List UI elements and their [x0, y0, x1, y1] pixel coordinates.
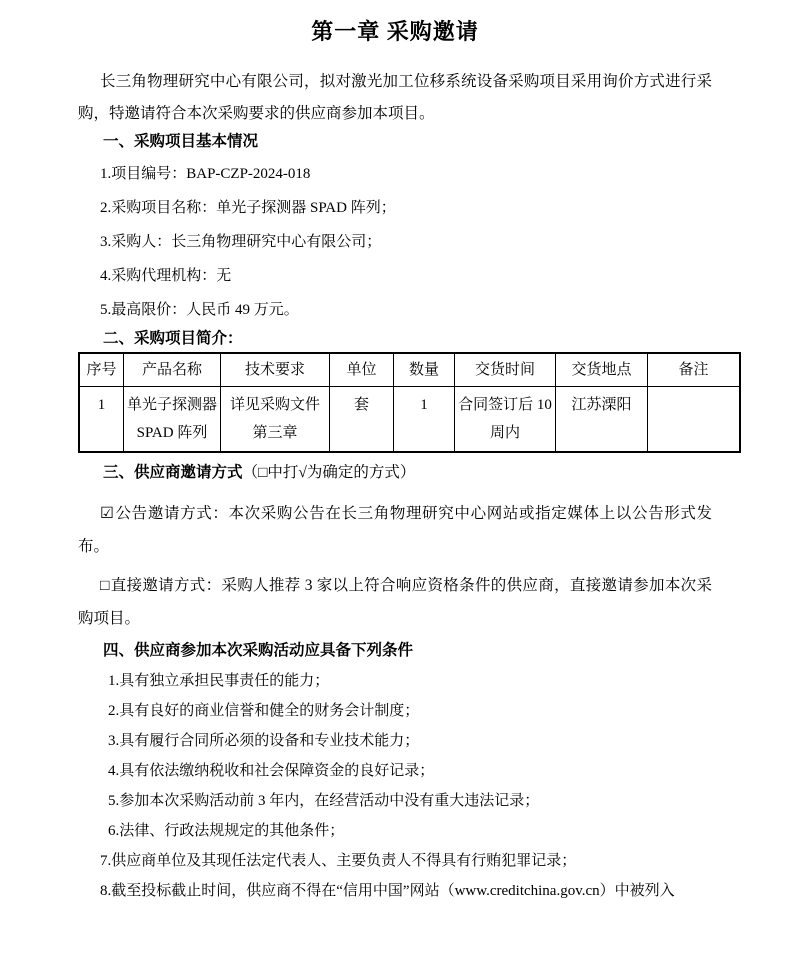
announcement-invitation-paragraph: [78, 497, 712, 563]
section4-heading: 四、供应商参加本次采购活动应具备下列条件: [103, 642, 414, 659]
table-header-cell: 数量: [394, 353, 455, 387]
direct-invitation-text: 直接邀请方式：采购人推荐 3 家以上符合响应资格条件的供应商，直接邀请参加本次采购项目。: [78, 577, 712, 627]
section1-heading: 一、采购项目基本情况: [103, 133, 259, 150]
list-item: 3.具有履行合同所必须的设备和专业技术能力；: [108, 733, 420, 749]
section2-heading: 二、采购项目简介：: [103, 330, 243, 347]
list-item: 5.最高限价：人民币 49 万元。: [100, 302, 299, 318]
table-cell: 单光子探测器 SPAD 阵列: [124, 387, 221, 453]
table-cell: 详见采购文件第三章: [221, 387, 330, 453]
table-cell: [648, 387, 741, 453]
list-item: 8.截至投标截止时间，供应商不得在“信用中国”网站（www.creditchina.gov.cn）中被列入: [100, 883, 675, 899]
section3-heading-text: 三、供应商邀请方式: [103, 464, 243, 481]
table-header-cell: 备注: [648, 353, 741, 387]
list-item: 2.采购项目名称：单光子探测器 SPAD 阵列；: [100, 200, 396, 216]
procurement-summary-table: [78, 352, 741, 453]
table-header-cell: 单位: [330, 353, 394, 387]
table-cell: 1: [394, 387, 455, 453]
list-item: 4.采购代理机构：无: [100, 268, 232, 284]
section3-heading-note: （□中打√为确定的方式）: [242, 464, 416, 481]
table-cell: 江苏溧阳: [556, 387, 648, 453]
table-row: [79, 387, 740, 453]
table-header-cell: 技术要求: [221, 353, 330, 387]
announcement-invitation-text: 公告邀请方式：本次采购公告在长三角物理研究中心网站或指定媒体上以公告形式发布。: [78, 505, 712, 555]
list-item: 2.具有良好的商业信誉和健全的财务会计制度；: [108, 703, 420, 719]
section4-item-list: [78, 666, 712, 906]
table-cell: 套: [330, 387, 394, 453]
list-item: 5.参加本次采购活动前 3 年内，在经营活动中没有重大违法记录；: [108, 793, 540, 809]
checkbox-unchecked-icon: □: [100, 577, 110, 594]
direct-invitation-paragraph: [78, 569, 712, 635]
section1-item-list: [78, 157, 712, 327]
table-cell: 合同签订后 10 周内: [455, 387, 556, 453]
table-header-cell: 交货时间: [455, 353, 556, 387]
list-item: 7.供应商单位及其现任法定代表人、主要负责人不得具有行贿犯罪记录；: [100, 853, 577, 869]
intro-paragraph: 长三角物理研究中心有限公司，拟对激光加工位移系统设备采购项目采用询价方式进行采购，特邀请符合本次采购要求的供应商参加本项目。: [78, 73, 712, 122]
list-item: 4.具有依法缴纳税收和社会保障资金的良好记录；: [108, 763, 435, 779]
checkbox-checked-icon: ☑: [100, 505, 114, 522]
table-header-cell: 序号: [79, 353, 124, 387]
table-cell: 1: [79, 387, 124, 453]
chapter-title: 第一章 采购邀请: [311, 19, 479, 44]
list-item: 1.项目编号：BAP-CZP-2024-018: [100, 166, 311, 182]
section3-heading: [78, 463, 712, 483]
list-item: 3.采购人：长三角物理研究中心有限公司；: [100, 234, 382, 250]
list-item: 1.具有独立承担民事责任的能力；: [108, 673, 330, 689]
table-header-cell: 交货地点: [556, 353, 648, 387]
table-header-cell: 产品名称: [124, 353, 221, 387]
table-header-row: [79, 353, 740, 387]
list-item: 6.法律、行政法规规定的其他条件；: [108, 823, 345, 839]
